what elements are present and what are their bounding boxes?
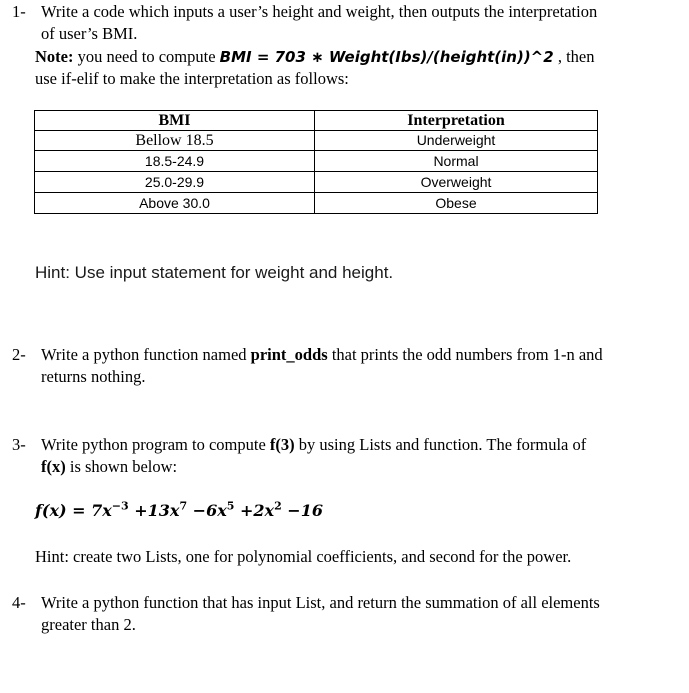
q4-text-line2: greater than 2. xyxy=(41,615,136,634)
q2-text-line1: Write a python function named print_odds that prints the odd numbers from 1-n and xyxy=(41,345,603,364)
q1-text-line2: of user’s BMI. xyxy=(41,24,138,43)
bmi-formula: BMI = 703 ∗ Weight(Ibs)/(height(in))^2 xyxy=(219,48,554,66)
fx-label: f(x) xyxy=(41,457,66,476)
q1-note-line2: use if-elif to make the interpretation as follows: xyxy=(35,69,349,88)
q2-line1 xyxy=(12,344,603,365)
table-header-row xyxy=(35,111,598,131)
func-name: print_odds xyxy=(250,345,328,364)
table-cell-bmi: Above 30.0 xyxy=(35,193,315,214)
table-header-bmi: BMI xyxy=(35,111,315,131)
table-cell-interpretation: Overweight xyxy=(315,172,598,193)
q1-text-line1: Write a code which inputs a user’s height and weight, then outputs the interpretation xyxy=(41,2,598,21)
q1-hint: Hint: Use input statement for weight and height. xyxy=(35,263,394,282)
note-text2: , then xyxy=(553,47,595,66)
q4-line1 xyxy=(12,592,600,613)
note-text1: you need to compute xyxy=(73,47,220,66)
q2-text-line2: returns nothing. xyxy=(41,367,146,386)
note-label: Note: xyxy=(35,47,74,66)
table-row xyxy=(35,151,598,172)
q3-line1 xyxy=(12,434,587,455)
f3-label: f(3) xyxy=(269,435,295,454)
table-header-interpretation: Interpretation xyxy=(315,111,598,131)
q4-number: 4- xyxy=(12,593,26,612)
table-cell-bmi: 25.0-29.9 xyxy=(35,172,315,193)
q3-text-line2: f(x) is shown below: xyxy=(41,457,178,476)
q4-text-line1: Write a python function that has input List, and return the summation of all elements xyxy=(41,593,600,612)
q1-line1 xyxy=(12,1,598,22)
q2-number: 2- xyxy=(12,345,26,364)
table-cell-interpretation: Underweight xyxy=(315,131,598,151)
q1-number: 1- xyxy=(12,2,26,21)
table-row xyxy=(35,172,598,193)
q3-hint: Hint: create two Lists, one for polynomial coefficients, and second for the power. xyxy=(35,547,572,566)
table-cell-bmi: 18.5-24.9 xyxy=(35,151,315,172)
q3-formula: $f(x) = 7x^{-3} +13x^7 -6x^5 +2x^2 -16$ xyxy=(35,499,323,520)
table-cell-interpretation: Obese xyxy=(315,193,598,214)
q1-note xyxy=(35,46,594,68)
q3-text-line1: Write python program to compute f(3) by using Lists and function. The formula of xyxy=(41,435,587,454)
table-cell-bmi: Bellow 18.5 xyxy=(35,131,315,151)
table-cell-interpretation: Normal xyxy=(315,151,598,172)
table-row xyxy=(35,193,598,214)
bmi-table xyxy=(34,110,598,214)
q3-number: 3- xyxy=(12,435,26,454)
table-row xyxy=(35,131,598,151)
